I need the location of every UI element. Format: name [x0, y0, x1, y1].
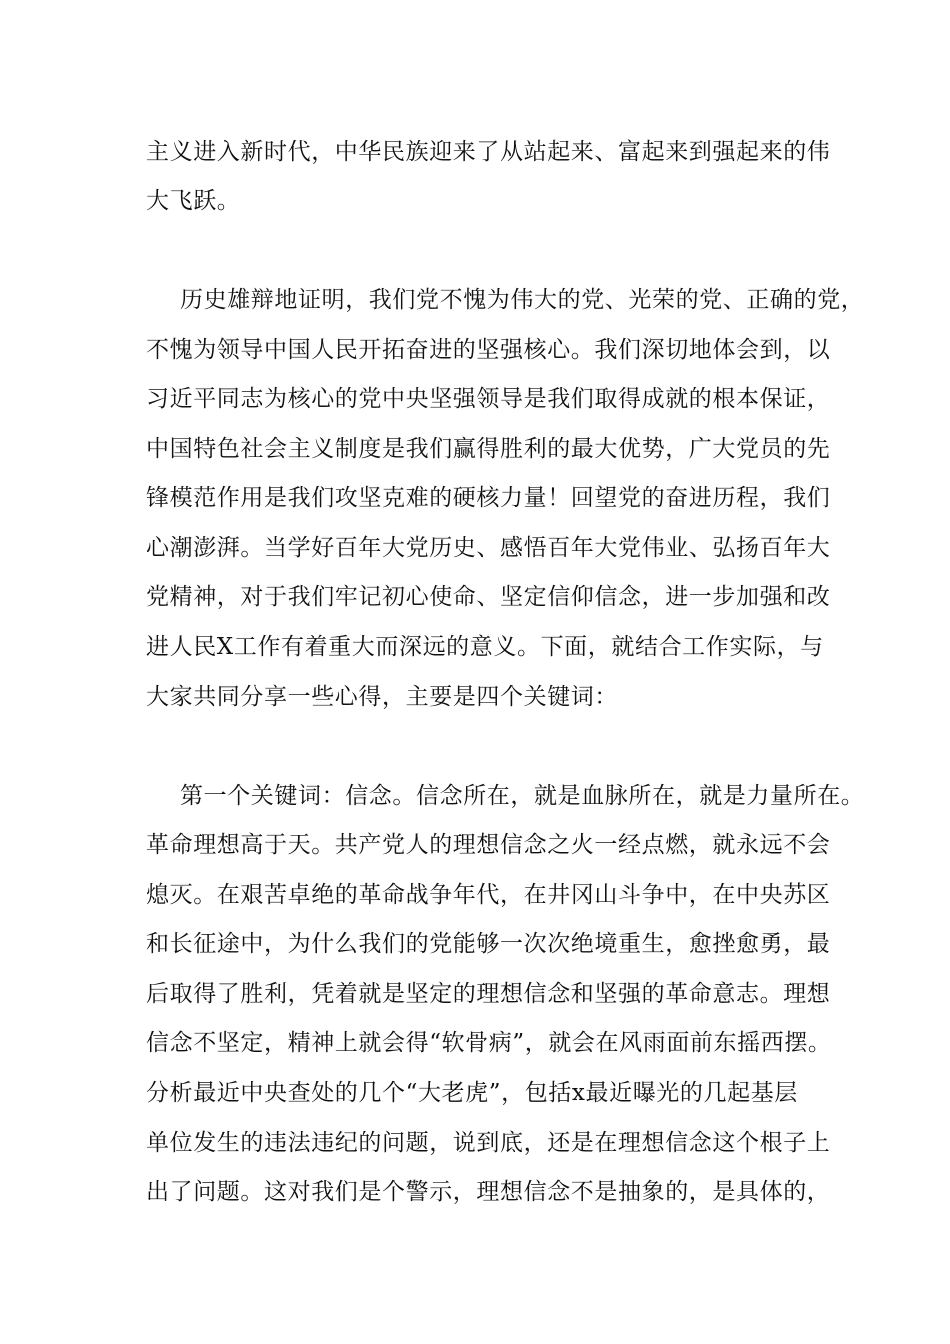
text-line: 信念不坚定，精神上就会得“软骨病”，就会在风雨面前东摇西摆。: [146, 1030, 832, 1056]
text-line: 革命理想高于天。共产党人的理想信念之火一经点燃，就永远不会: [146, 832, 831, 858]
text-line: 心潮澎湃。当学好百年大党历史、感悟百年大党伟业、弘扬百年大: [146, 535, 831, 561]
text-line: 出了问题。这对我们是个警示，理想信念不是抽象的，是具体的，: [146, 1179, 831, 1205]
text-line: 大家共同分享一些心得，主要是四个关键词：: [146, 684, 618, 710]
text-line: 主义进入新时代，中华民族迎来了从站起来、富起来到强起来的伟: [146, 139, 831, 165]
text-line: 党精神，对于我们牢记初心使命、坚定信仰信念，进一步加强和改: [146, 584, 831, 610]
text-line: 大飞跃。: [146, 188, 241, 214]
text-line: 和长征途中，为什么我们的党能够一次次绝境重生，愈挫愈勇，最: [146, 931, 831, 957]
text-line: 单位发生的违法违纪的问题，说到底，还是在理想信念这个根子上: [146, 1130, 831, 1156]
text-line: 习近平同志为核心的党中央坚强领导是我们取得成就的根本保证，: [146, 386, 831, 412]
text-line: 中国特色社会主义制度是我们赢得胜利的最大优势，广大党员的先: [146, 436, 831, 462]
text-line: 后取得了胜利，凭着就是坚定的理想信念和坚强的革命意志。理想: [146, 981, 831, 1007]
text-line: 进人民X工作有着重大而深远的意义。下面，就结合工作实际，与: [146, 634, 824, 660]
text-line: 锋模范作用是我们攻坚克难的硬核力量！回望党的奋进历程，我们: [146, 485, 831, 511]
text-line: 历史雄辩地证明，我们党不愧为伟大的党、光荣的党、正确的党，: [180, 287, 865, 313]
text-line: 熄灭。在艰苦卓绝的革命战争年代，在井冈山斗争中，在中央苏区: [146, 882, 831, 908]
text-line: 第一个关键词：信念。信念所在，就是血脉所在，就是力量所在。: [180, 783, 865, 809]
text-line: 分析最近中央查处的几个“大老虎”，包括x最近曝光的几起基层: [146, 1080, 798, 1106]
text-line: 不愧为领导中国人民开拓奋进的坚强核心。我们深切地体会到，以: [146, 337, 831, 363]
